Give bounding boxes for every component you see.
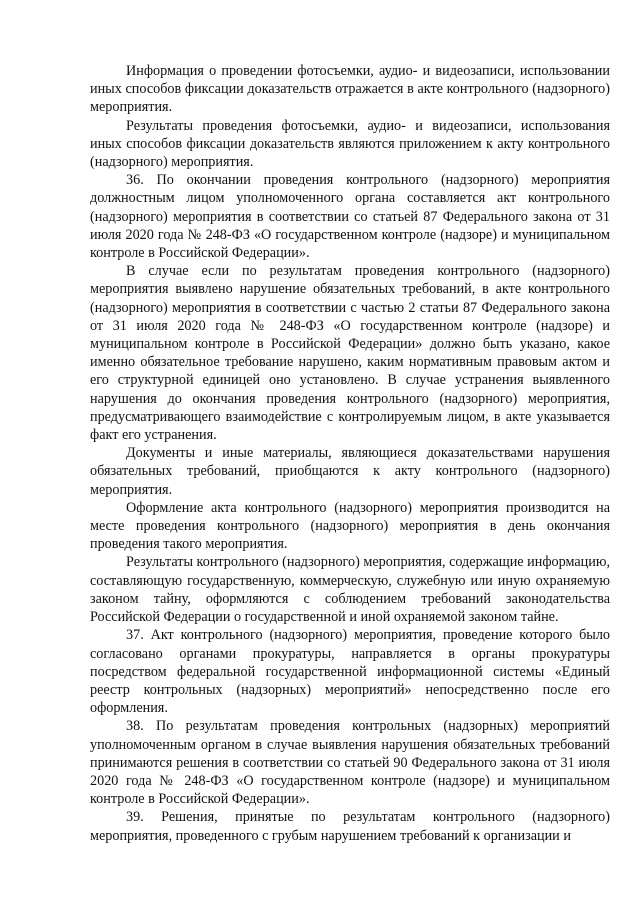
paragraph-38-decisions: 38. По результатам проведения контрольных (надзорных) мероприятий уполномоченным органом в случае выявления нарушения обязательных требований принимаются решения в соответствии со статьей 90 Федерального закона от 31 июля 2020 года № 248-ФЗ «О государственном контроле (надзоре) и муниципальном контроле в Российской Федерации».: [90, 718, 610, 808]
paragraph-39-decisions: 39. Решения, принятые по результатам контрольного (надзорного) мероприятия, проведенного с грубым нарушением требований к организации и: [90, 809, 610, 844]
paragraph-act-execution: Оформление акта контрольного (надзорного) мероприятия производится на месте проведения контрольного (надзорного) мероприятия в день окончания проведения такого мероприятия.: [90, 499, 610, 553]
paragraph-36-act: 36. По окончании проведения контрольного (надзорного) мероприятия должностным лицом уполномоченного органа составляется акт контрольного (надзорного) мероприятия в соответствии со статьей 87 Федерального закона от 31 июля 2020 года № 248-ФЗ «О государственном контроле (надзоре) и муниципальном контроле в Российской Федерации».: [90, 172, 610, 262]
paragraph-secret-info: Результаты контрольного (надзорного) мероприятия, содержащие информацию, составляющую государственную, коммерческую, служебную или иную охраняемую законом тайну, оформляются с соблюдением требований законодательства Российской Федерации о государственной и иной охраняемой законом тайне.: [90, 554, 610, 626]
paragraph-photo-results: Результаты проведения фотосъемки, аудио- и видеозаписи, использования иных способов фиксации доказательств являются приложением к акту контрольного (надзорного) мероприятия.: [90, 117, 610, 171]
paragraph-photo-info: Информация о проведении фотосъемки, аудио- и видеозаписи, использовании иных способов фиксации доказательств отражается в акте контрольного (надзорного) мероприятия.: [90, 63, 610, 116]
paragraph-evidence-documents: Документы и иные материалы, являющиеся доказательствами нарушения обязательных требований, приобщаются к акту контрольного (надзорного) мероприятия.: [90, 445, 610, 498]
paragraph-violation-details: В случае если по результатам проведения контрольного (надзорного) мероприятия выявлено нарушение обязательных требований, в акте контрольного (надзорного) мероприятия в соответствии с частью 2 статьи 87 Федерального закона от 31 июля 2020 года № 248-ФЗ «О государственном контроле (надзоре) и муниципальном контроле в Российской Федерации» должно быть указано, какое именно обязательное требование нарушено, каким нормативным правовым актом и его структурной единицей оно установлено. В случае устранения выявленного нарушения до окончания проведения контрольного (надзорного) мероприятия, предусматривающего взаимодействие с контролируемым лицом, в акте указывается факт его устранения.: [90, 263, 610, 444]
paragraph-37-prosecutor: 37. Акт контрольного (надзорного) мероприятия, проведение которого было согласовано органами прокуратуры, направляется в органы прокуратуры посредством федеральной государственной информационной системы «Единый реестр контрольных (надзорных) мероприятий» непосредственно после его оформления.: [90, 627, 610, 717]
document-body: [90, 62, 610, 845]
